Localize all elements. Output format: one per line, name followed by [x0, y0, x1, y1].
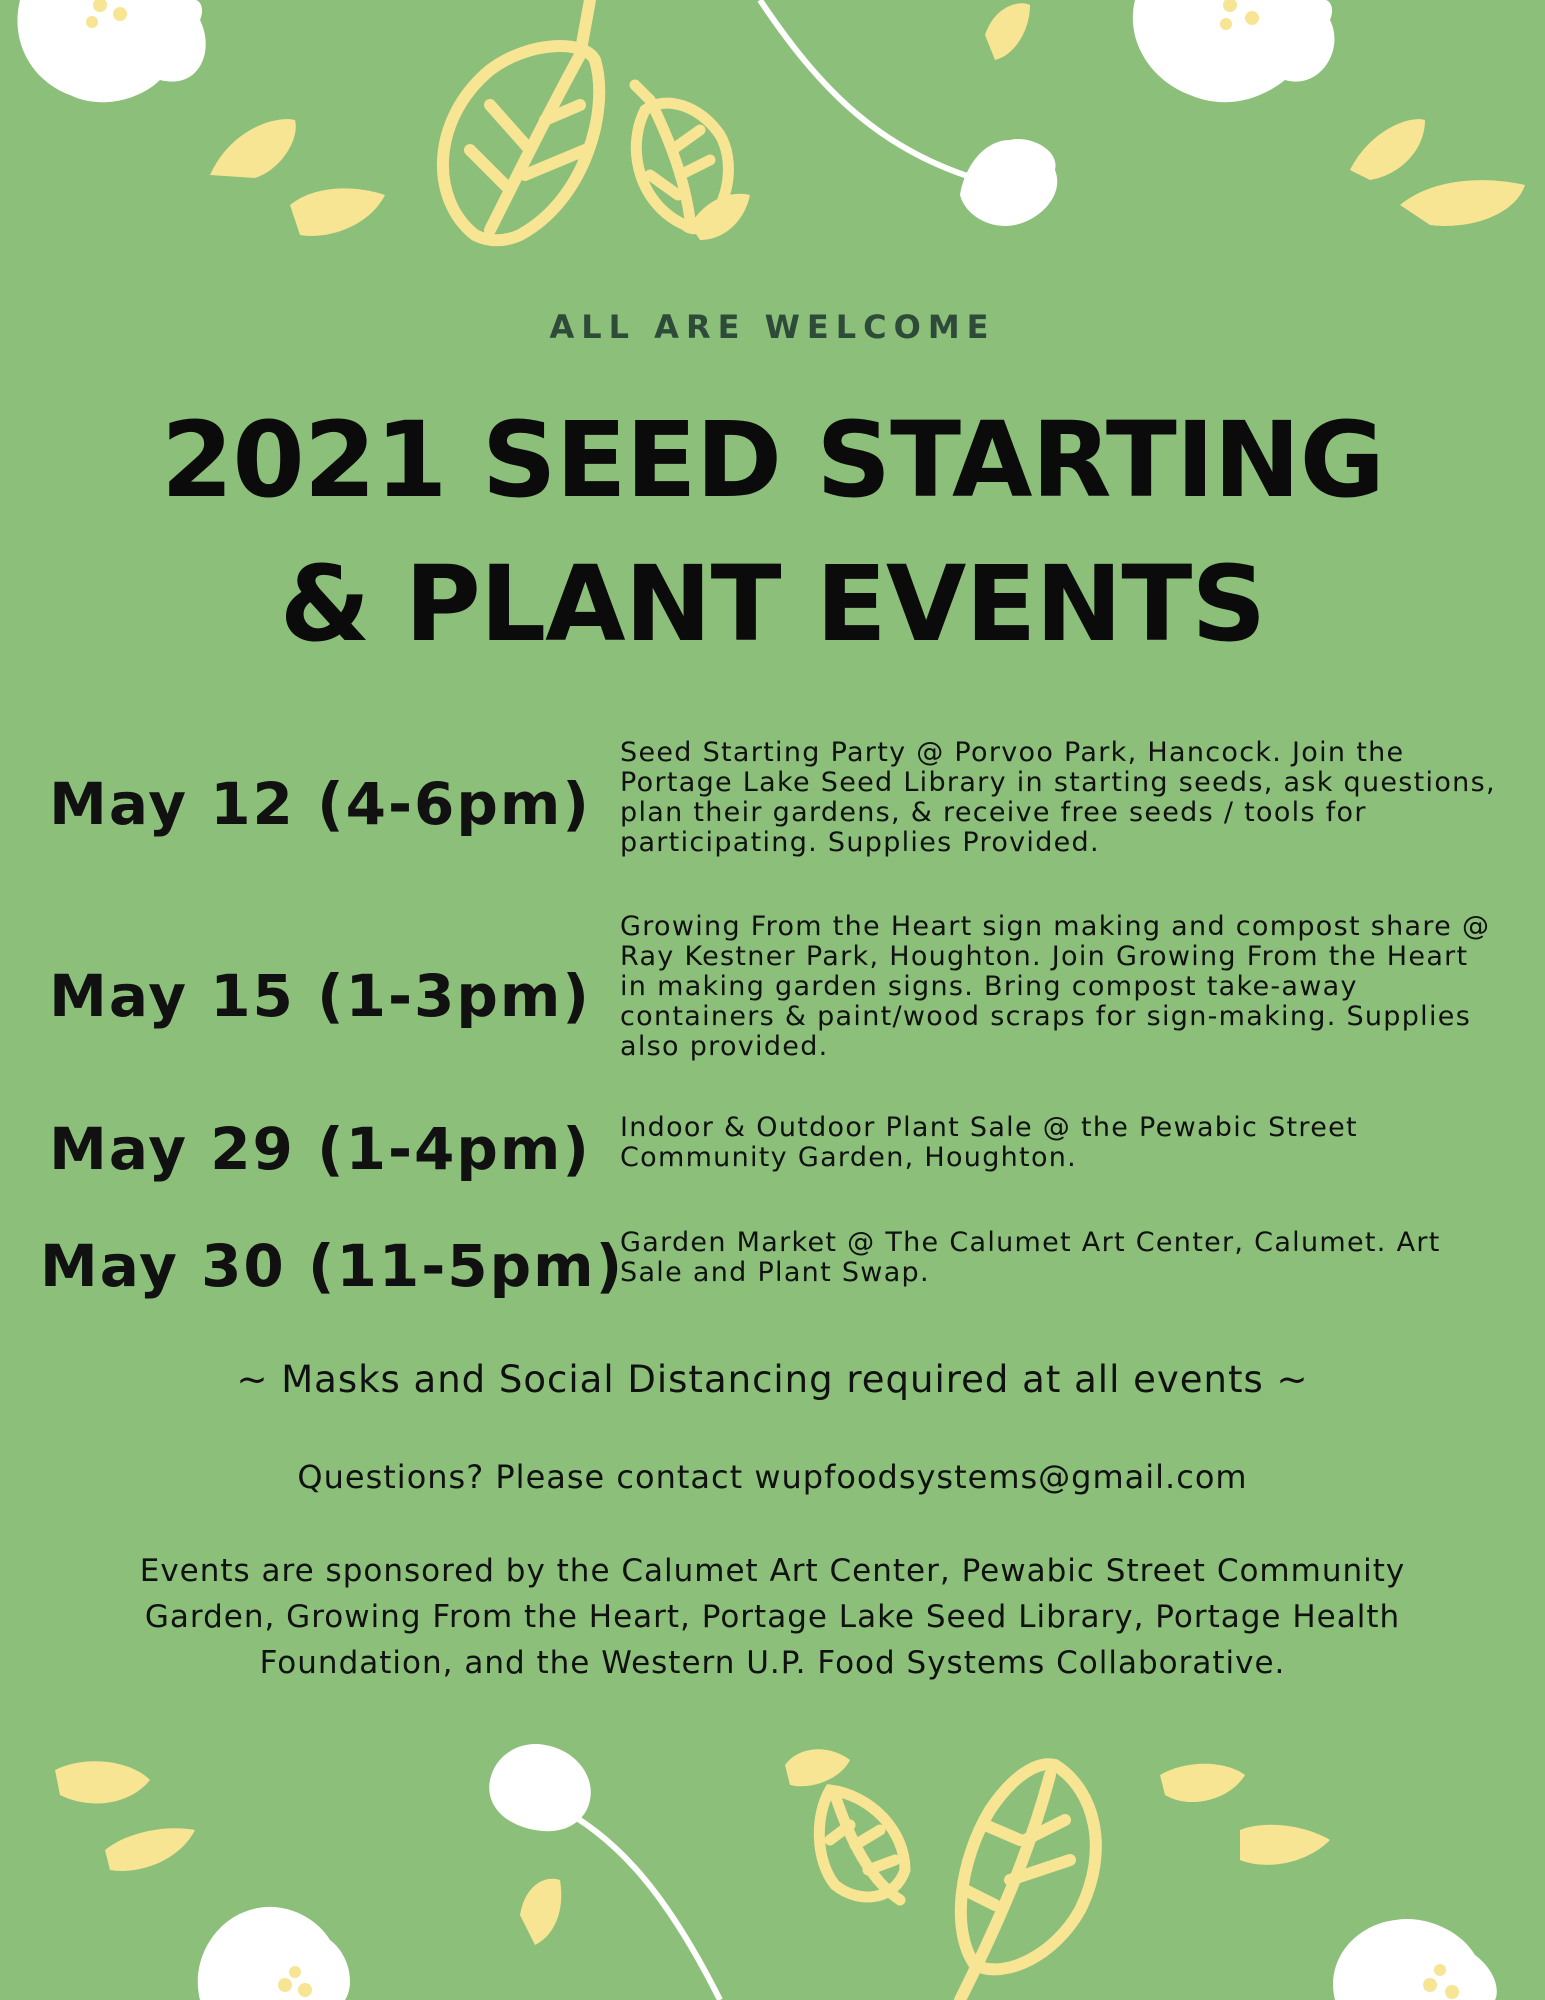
title-line-2: & PLANT EVENTS	[279, 543, 1266, 665]
page-title	[0, 388, 1545, 676]
event-date: May 12 (4-6pm)	[49, 770, 591, 838]
yellow-leaf-icon	[443, 0, 599, 240]
contact-info: Questions? Please contact wupfoodsystems@gmail.com	[297, 1458, 1248, 1496]
yellow-leaf-icon	[960, 1764, 1096, 2000]
yellow-leaf-icon	[819, 1790, 905, 1900]
yellow-leaf-icon	[635, 85, 728, 229]
bottom-floral-decoration	[0, 1720, 1545, 2000]
white-flower-icon	[198, 1907, 350, 2000]
sponsors-text: Events are sponsored by the Calumet Art Center, Pewabic Street Community Garden, Growing From the Heart, Portage Lake Seed Library, Portage Health Foundation, and the Western U.P. Food Systems Collaborative.	[139, 1553, 1406, 1681]
masks-notice: ~ Masks and Social Distancing required at all events ~	[236, 1358, 1309, 1401]
tagline: ALL ARE WELCOME	[549, 308, 996, 346]
event-description: Seed Starting Party @ Porvoo Park, Hancock. Join the Portage Lake Seed Library in starting seeds, ask questions, plan their gardens, & receive free seeds / tools for participating. Supplies Provided.	[620, 737, 1496, 858]
event-description: Garden Market @ The Calumet Art Center, Calumet. Art Sale and Plant Swap.	[620, 1227, 1441, 1288]
top-floral-decoration	[0, 0, 1545, 280]
event-date: May 15 (1-3pm)	[49, 962, 591, 1030]
event-date: May 29 (1-4pm)	[49, 1115, 591, 1183]
white-flower-icon	[17, 0, 205, 102]
white-flower-icon	[1133, 0, 1335, 102]
event-date: May 30 (11-5pm)	[40, 1232, 625, 1300]
event-description: Indoor & Outdoor Plant Sale @ the Pewabic Street Community Garden, Houghton.	[620, 1112, 1358, 1173]
flower-stem-icon	[489, 1744, 720, 2000]
title-line-1: 2021 SEED STARTING	[161, 399, 1384, 521]
event-description: Growing From the Heart sign making and compost share @ Ray Kestner Park, Houghton. Join Growing From the Heart in making garden signs. Bring compost take-away containers & paint/wood scraps for sign-making. Supplies also provided.	[620, 911, 1491, 1062]
white-flower-icon	[1333, 1919, 1497, 2000]
